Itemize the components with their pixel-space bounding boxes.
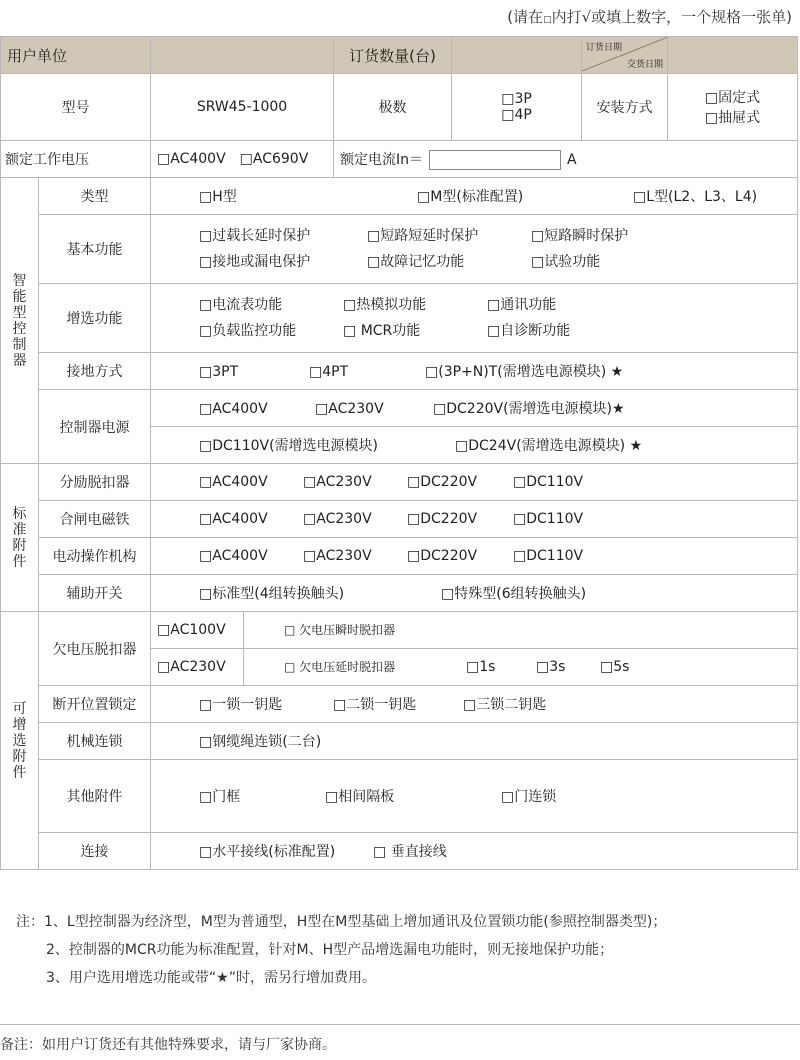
power-dc110-checkbox[interactable]: □DC110V(需增选电源模块) [199,438,379,454]
install-label: 安装方式 [582,74,668,141]
lock-3-2-checkbox[interactable]: □三锁二钥匙 [463,697,547,713]
model-value: SRW45-1000 [151,74,334,141]
type-h-checkbox[interactable]: □H型 [199,189,237,205]
poles-label: 极数 [334,74,452,141]
controller-power-row-1 [1,390,798,427]
aux-standard-checkbox[interactable]: □标准型(4组转换触头) [199,586,345,602]
type-m-checkbox[interactable]: □M型(标准配置) [417,189,524,205]
user-unit-field[interactable] [151,37,334,74]
connection-row [1,833,798,870]
shunt-release-label: 分励脱扣器 [39,464,151,501]
shunt-release-options [151,464,798,501]
other-accessories-row [1,760,798,833]
model-label: 型号 [1,74,151,141]
uv-3s-checkbox[interactable]: □3s [536,659,566,675]
section-optional: 可 增 选 附 件 [1,612,39,870]
rated-current-input[interactable] [429,150,561,170]
pole-4p-checkbox[interactable]: □4P [501,107,532,123]
closing-dc220-checkbox[interactable]: □DC220V [407,511,478,527]
grounding-row [1,353,798,390]
uv-5s-checkbox[interactable]: □5s [600,659,630,675]
shunt-ac400-checkbox[interactable]: □AC400V [199,474,268,490]
closing-ac400-checkbox[interactable]: □AC400V [199,511,268,527]
lock-2-1-checkbox[interactable]: □二锁一钥匙 [333,697,417,713]
uv-1s-checkbox[interactable]: □1s [466,659,496,675]
other-door-interlock-checkbox[interactable]: □门连锁 [501,789,557,805]
rated-current-label: 额定电流In＝ [340,151,424,168]
connect-vertical-checkbox[interactable]: □ 垂直接线 [373,844,447,860]
power-dc220-checkbox[interactable]: □DC220V(需增选电源模块)★ [433,401,625,417]
mechanical-interlock-row [1,723,798,760]
extra-function-row [1,284,798,353]
controller-power-label: 控制器电源 [39,390,151,464]
aux-switch-options [151,575,798,612]
instruction-note: (请在□内打√或填上数字，一个规格一张单) [507,8,792,26]
footer-remark: 备注：如用户订货还有其他特殊要求，请与厂家协商。 [0,1037,336,1053]
controller-power-options-1 [151,390,798,427]
uv-ac230-checkbox[interactable]: □AC230V [151,649,244,685]
install-options [668,74,798,141]
header-row [1,37,798,74]
motor-dc110-checkbox[interactable]: □DC110V [513,548,584,564]
motor-operator-row [1,538,798,575]
uv-instant-checkbox[interactable]: □ 欠电压瞬时脱扣器 [284,623,396,637]
basic-ground-checkbox[interactable]: □接地或漏电保护 [199,254,311,270]
controller-power-options-2 [151,427,798,464]
mechanical-interlock-options [151,723,798,760]
controller-type-row [1,178,798,215]
connection-options [151,833,798,870]
order-form-table [0,36,798,870]
shunt-ac230-checkbox[interactable]: □AC230V [303,474,372,490]
power-dc24-checkbox[interactable]: □DC24V(需增选电源模块) ★ [455,438,643,454]
note-3: 3、用户选用增选功能或带“★”时，需另行增加费用。 [46,970,376,986]
basic-short-delay-checkbox[interactable]: □短路短延时保护 [367,228,479,244]
lock-1-1-checkbox[interactable]: □一锁一钥匙 [199,697,283,713]
basic-fault-memory-checkbox[interactable]: □故障记忆功能 [367,254,465,270]
closing-magnet-options [151,501,798,538]
rated-voltage-options [151,141,334,178]
install-fixed-checkbox[interactable]: □固定式 [704,90,761,106]
connection-label: 连接 [39,833,151,870]
extra-self-diag-checkbox[interactable]: □自诊断功能 [487,323,571,339]
install-drawout-checkbox[interactable]: □抽屉式 [704,110,761,126]
pole-3p-checkbox[interactable]: □3P [501,91,532,107]
order-date-label: 订货日期 [586,43,623,53]
closing-magnet-row [1,501,798,538]
closing-magnet-label: 合闸电磁铁 [39,501,151,538]
basic-function-row [1,215,798,284]
other-accessories-options [151,760,798,833]
basic-short-instant-checkbox[interactable]: □短路瞬时保护 [531,228,629,244]
type-label: 类型 [39,178,151,215]
notes-block [16,908,666,992]
closing-dc110-checkbox[interactable]: □DC110V [513,511,584,527]
ground-4pt-checkbox[interactable]: □4PT [309,364,349,380]
order-qty-field[interactable] [452,37,582,74]
power-ac230-checkbox[interactable]: □AC230V [315,401,384,417]
uv-delay-checkbox[interactable]: □ 欠电压延时脱扣器 [284,660,396,674]
motor-ac230-checkbox[interactable]: □AC230V [303,548,372,564]
section-standard: 标 准 附 件 [1,464,39,612]
extra-load-monitor-checkbox[interactable]: □负载监控功能 [199,323,297,339]
undervoltage-label: 欠电压脱扣器 [39,612,151,686]
motor-operator-label: 电动操作机构 [39,538,151,575]
motor-dc220-checkbox[interactable]: □DC220V [407,548,478,564]
extra-ammeter-checkbox[interactable]: □电流表功能 [199,297,283,313]
note-2: 2、控制器的MCR功能为标准配置，针对M、H型产品增选漏电功能时，则无接地保护功能； [46,942,614,958]
ground-3pt-checkbox[interactable]: □3PT [199,364,239,380]
basic-function-label: 基本功能 [39,215,151,284]
date-diagonal-cell [582,37,668,74]
type-options [151,178,798,215]
undervoltage-row-1 [1,612,798,649]
other-phase-barrier-checkbox[interactable]: □相间隔板 [325,789,395,805]
extra-thermal-checkbox[interactable]: □热模拟功能 [343,297,427,313]
closing-ac230-checkbox[interactable]: □AC230V [303,511,372,527]
footer-divider [0,1024,800,1025]
voltage-ac690-checkbox[interactable]: □AC690V [239,151,309,167]
extra-comm-checkbox[interactable]: □通讯功能 [487,297,557,313]
undervoltage-cell-2 [151,649,798,686]
grounding-label: 接地方式 [39,353,151,390]
rated-current-cell [334,141,798,178]
basic-overload-checkbox[interactable]: □过载长延时保护 [199,228,311,244]
rated-voltage-label: 额定工作电压 [1,141,151,178]
section-controller: 智 能 型 控 制 器 [1,178,39,464]
shunt-dc110-checkbox[interactable]: □DC110V [513,474,584,490]
poles-options [452,74,582,141]
shunt-release-row [1,464,798,501]
open-lock-options [151,686,798,723]
delivery-date-label: 交货日期 [627,60,664,70]
power-ac400-checkbox[interactable]: □AC400V [199,401,268,417]
extra-function-options [151,284,798,353]
model-row [1,74,798,141]
motor-operator-options [151,538,798,575]
date-field[interactable] [668,37,798,74]
rated-current-unit: A [567,151,577,168]
grounding-options [151,353,798,390]
interlock-cable-checkbox[interactable]: □钢缆绳连锁(二台) [199,734,322,750]
note-1: 注：1、L型控制器为经济型，M型为普通型，H型在M型基础上增加通讯及位置锁功能(参照控制器类型)； [16,914,667,930]
motor-ac400-checkbox[interactable]: □AC400V [199,548,268,564]
extra-function-label: 增选功能 [39,284,151,353]
order-qty-label: 订货数量(台) [334,37,452,74]
other-accessories-label: 其他附件 [39,760,151,833]
open-lock-row [1,686,798,723]
shunt-dc220-checkbox[interactable]: □DC220V [407,474,478,490]
basic-test-checkbox[interactable]: □试验功能 [531,254,601,270]
voltage-row [1,141,798,178]
aux-switch-row [1,575,798,612]
aux-switch-label: 辅助开关 [39,575,151,612]
user-unit-label: 用户单位 [1,37,151,74]
mechanical-interlock-label: 机械连锁 [39,723,151,760]
ground-3pnt-checkbox[interactable]: □(3P+N)T(需增选电源模块) ★ [425,364,624,380]
uv-ac100-checkbox[interactable]: □AC100V [151,612,244,648]
open-lock-label: 断开位置锁定 [39,686,151,723]
extra-mcr-checkbox[interactable]: □ MCR功能 [343,323,421,339]
voltage-ac400-checkbox[interactable]: □AC400V [157,151,226,167]
aux-special-checkbox[interactable]: □特殊型(6组转换触头) [441,586,587,602]
other-door-frame-checkbox[interactable]: □门框 [199,789,241,805]
basic-function-options [151,215,798,284]
undervoltage-cell-1 [151,612,798,649]
connect-horizontal-checkbox[interactable]: □水平接线(标准配置) [199,844,336,860]
type-l-checkbox[interactable]: □L型(L2、L3、L4) [633,189,758,205]
